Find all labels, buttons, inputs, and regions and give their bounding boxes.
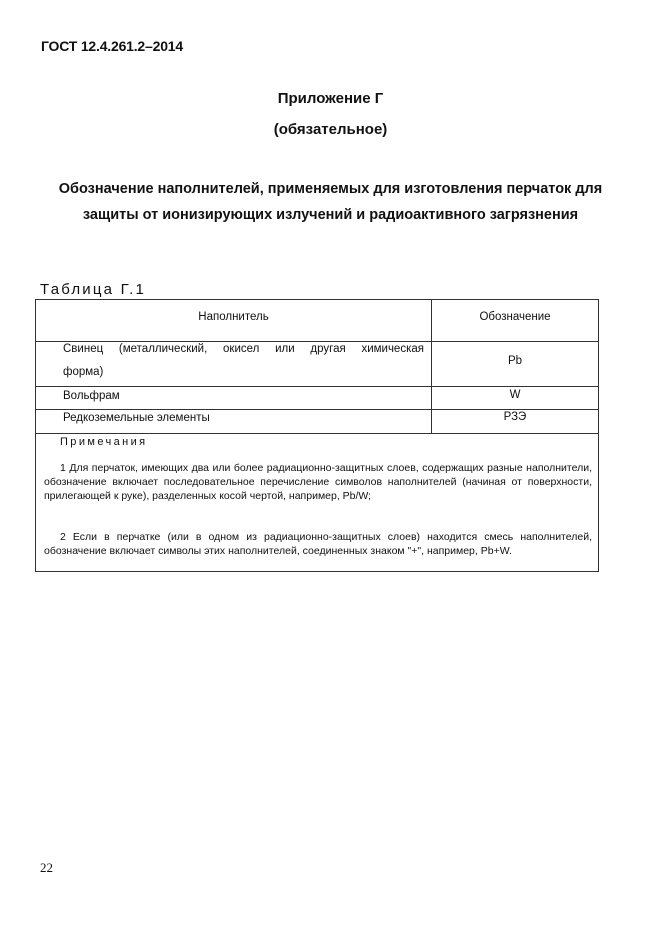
table-cell-designation: W	[509, 389, 521, 401]
header-designation: Обозначение	[479, 311, 551, 323]
table-cell-filler: Редкоземельные элементы	[63, 412, 210, 424]
table-cell-designation: Pb	[507, 355, 523, 367]
table-cell-filler: Вольфрам	[63, 390, 120, 402]
table-cell-designation: РЗЭ	[503, 411, 527, 423]
table-cell-filler: Свинец (металлический, окисел или другая химическая	[63, 343, 424, 355]
table-caption: Таблица Г.1	[40, 281, 146, 298]
appendix-title: Приложение Г	[277, 90, 384, 107]
table-divider	[36, 433, 598, 434]
note-item: 2 Если в перчатке (или в одном из радиационно-защитных слоев) находится смесь наполнителей, обозначение включает символы этих наполнителей, соединенных знаком "+", например, Pb+W.	[44, 531, 592, 557]
appendix-heading: Обозначение наполнителей, применяемых для изготовления перчаток для защиты от ионизирующих излучений и радиоактивного загрязнения	[58, 181, 603, 223]
page-number: 22	[40, 860, 53, 875]
appendix-status: (обязательное)	[273, 121, 388, 138]
note-item: 1 Для перчаток, имеющих два или более радиационно-защитных слоев, содержащих разные наполнители, обозначение включает последовательное перечисление символов наполнителей (начиная от поверхности, прилегающей к руке), разделенных косой чертой, например, Pb/W;	[44, 462, 592, 502]
table-divider	[36, 386, 598, 387]
filler-table	[35, 299, 599, 572]
document-code: ГОСТ 12.4.261.2–2014	[41, 38, 183, 54]
header-filler: Наполнитель	[198, 311, 269, 323]
table-divider	[36, 409, 598, 410]
notes-title: Примечания	[60, 436, 148, 448]
table-cell-filler: форма)	[63, 366, 104, 378]
table-divider	[36, 341, 598, 342]
